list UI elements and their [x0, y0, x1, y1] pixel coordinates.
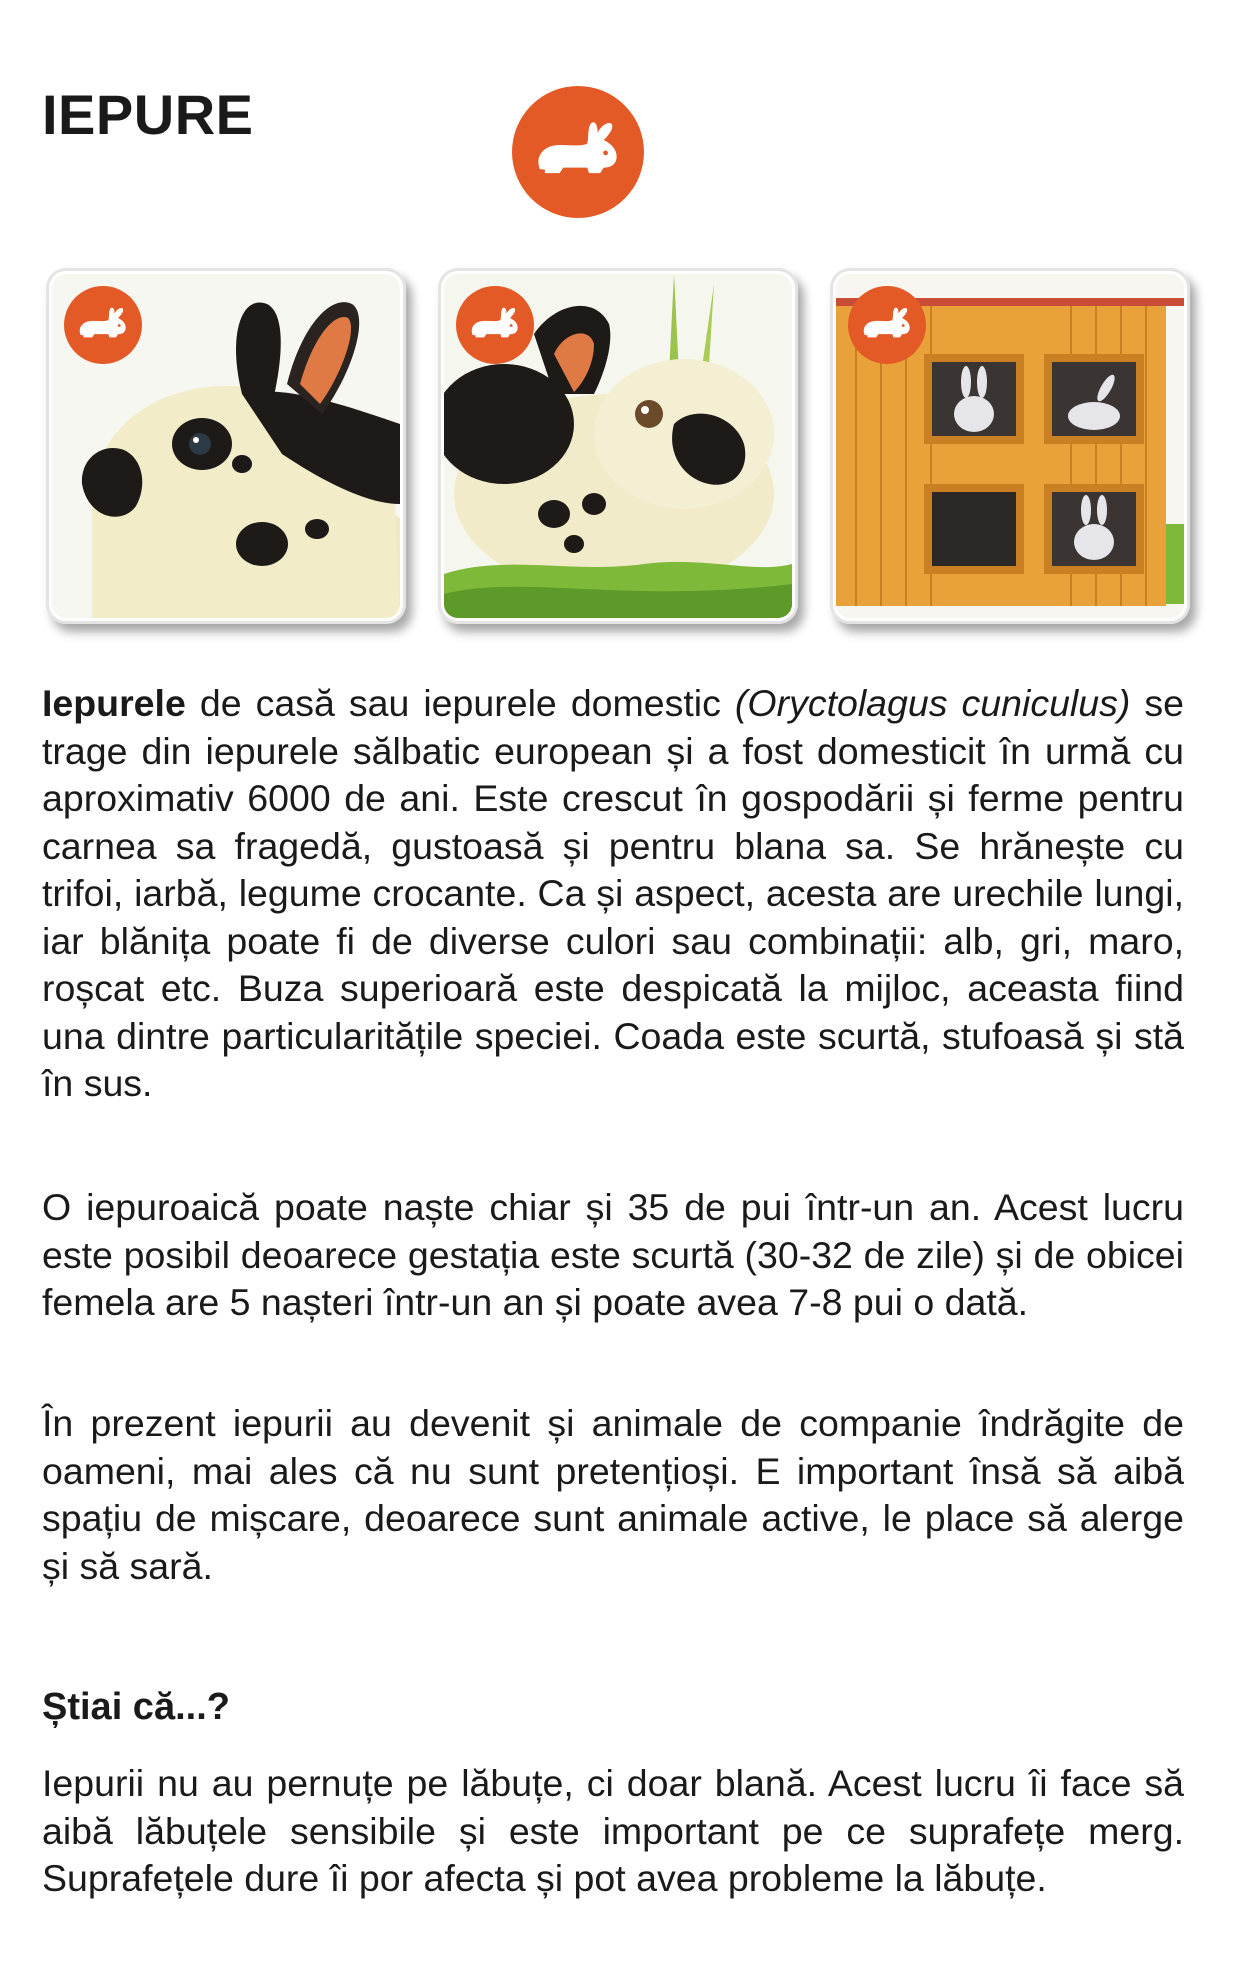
did-you-know-heading: Știai că...? [42, 1686, 230, 1728]
illustration-row [46, 268, 1196, 628]
rabbit-badge-small [64, 286, 142, 364]
page-title: IEPURE [42, 83, 254, 146]
rabbit-icon [468, 306, 522, 344]
rabbit-badge-small [848, 286, 926, 364]
intro-text-2: se trage din iepurele sălbatic european și a fost domesticit în urmă cu aproximativ 6000 de ani. Este crescut în gospodării și ferme pentru carnea sa fragedă, gustoasă și pentru blana sa. Se hrănește cu trifoi, iarbă, legume crocante. Ca și aspect, acesta are urechile lungi, iar blănița poate fi de diverse culori sau combinații: alb, gri, maro, roșcat etc. Buza superioară este despicată la mijloc, aceasta fiind una dintre particularitățile speciei. Coada este scurtă, stufoasă și stă în sus. [42, 682, 1185, 1104]
did-you-know-paragraph: Iepurii nu au pernuțe pe lăbuțe, ci doar blană. Acest lucru îi face să aibă lăbuțele sensibile și este important pe ce suprafețe merg. Suprafețele dure îi por afecta și pot avea probleme la lăbuțe. [42, 1762, 1184, 1899]
lead-word: Iepurele [42, 682, 186, 724]
rabbit-hutch-illustration [830, 268, 1190, 624]
rabbit-badge [512, 86, 644, 218]
intro-text-1: de casă sau iepurele domestic [185, 682, 735, 724]
rabbit-icon [76, 306, 130, 344]
rabbit-profile-illustration [46, 268, 406, 624]
rabbit-icon [532, 119, 624, 185]
rabbit-icon [860, 306, 914, 344]
rabbit-badge-small [456, 286, 534, 364]
rabbit-in-grass-illustration [438, 268, 798, 624]
pet-paragraph: În prezent iepurii au devenit și animale de companie îndrăgite de oameni, mai ales că nu sunt pretențioși. E important însă să aibă spațiu de mișcare, deoarece sunt animale active, le place să alerge și să sară. [42, 1402, 1184, 1587]
latin-name: (Oryctolagus cuniculus) [734, 682, 1131, 724]
breeding-paragraph: O iepuroaică poate naște chiar și 35 de pui într-un an. Acest lucru este posibil deoarece gestația este scurtă (30-32 de zile) și de obicei femela are 5 nașteri într-un an și poate avea 7-8 pui o dată. [42, 1186, 1184, 1323]
intro-paragraph [42, 680, 1184, 1108]
